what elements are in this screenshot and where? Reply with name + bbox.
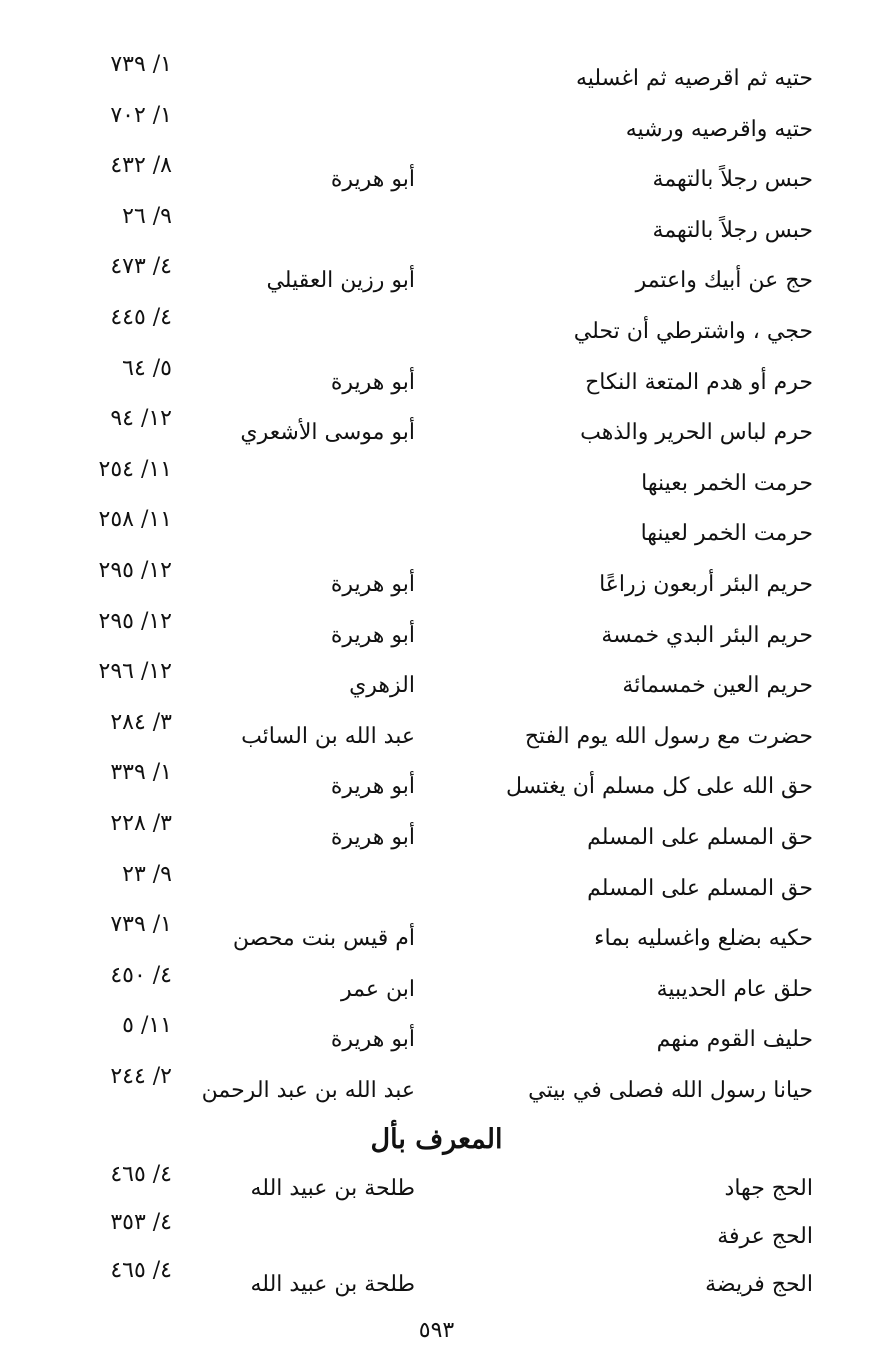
hadith-text: حبس رجلاً بالتهمة <box>652 217 813 243</box>
volume-page-reference: ٤/ ٤٥٠ <box>110 962 172 988</box>
hadith-text: حرم لباس الحرير والذهب <box>580 420 813 446</box>
hadith-text: حرمت الخمر لعينها <box>640 521 813 547</box>
hadith-text: حج عن أبيك واعتمر <box>635 268 813 294</box>
volume-page-reference: ٤/ ٤٦٥ <box>110 1258 172 1283</box>
index-entry-row <box>0 1064 873 1122</box>
volume-page-reference: ٨/ ٤٣٢ <box>110 153 172 179</box>
hadith-text: حيانا رسول الله فصلى في بيتي <box>528 1078 813 1103</box>
volume-page-reference: ٢/ ٢٤٤ <box>110 1064 172 1089</box>
page-number: ٥٩٣ <box>418 1318 455 1343</box>
hadith-text: حتيه واقرصيه ورشيه <box>625 116 813 142</box>
index-entry-row <box>0 1258 873 1316</box>
volume-page-reference: ٤/ ٣٥٣ <box>110 1210 172 1235</box>
narrator-name: أبو هريرة <box>330 622 415 648</box>
hadith-text: الحج عرفة <box>717 1224 813 1249</box>
narrator-name: أبو هريرة <box>330 369 415 395</box>
hadith-text: حق المسلم على المسلم <box>587 875 813 901</box>
hadith-text: الحج جهاد <box>724 1176 813 1201</box>
volume-page-reference: ٣/ ٢٢٨ <box>110 811 172 836</box>
narrator-name: طلحة بن عبيد الله <box>250 1272 415 1297</box>
volume-page-reference: ٤/ ٤٤٥ <box>110 305 172 330</box>
volume-page-reference: ١١/ ٢٥٨ <box>98 507 172 533</box>
hadith-text: حرمت الخمر بعينها <box>641 470 813 496</box>
narrator-name: أبو هريرة <box>330 572 415 597</box>
hadith-text: حق الله على كل مسلم أن يغتسل <box>506 774 813 800</box>
hadith-text: حتيه ثم اقرصيه ثم اغسليه <box>575 66 813 91</box>
volume-page-reference: ١/ ٧٠٢ <box>110 102 172 128</box>
hadith-text: حلق عام الحديبية <box>656 976 813 1002</box>
volume-page-reference: ١/ ٧٣٩ <box>110 52 172 77</box>
volume-page-reference: ١٢/ ٢٩٥ <box>98 558 172 583</box>
volume-page-reference: ٩/ ٢٣ <box>122 861 172 887</box>
volume-page-reference: ١١/ ٥ <box>122 1013 172 1039</box>
section-heading: المعرف بأل <box>370 1124 503 1155</box>
narrator-name: عبد الله بن السائب <box>241 723 415 749</box>
hadith-text: حليف القوم منهم <box>656 1027 813 1053</box>
narrator-name: أبو موسى الأشعري <box>240 420 415 446</box>
volume-page-reference: ١/ ٣٣٩ <box>110 760 172 786</box>
narrator-name: طلحة بن عبيد الله <box>250 1176 415 1201</box>
volume-page-reference: ٣/ ٢٨٤ <box>110 709 172 735</box>
hadith-text: الحج فريضة <box>705 1272 813 1297</box>
narrator-name: الزهري <box>349 673 415 699</box>
hadith-text: حكيه بضلع واغسليه بماء <box>594 926 813 952</box>
hadith-text: حريم البئر أربعون زراعًا <box>599 572 813 597</box>
hadith-text: حريم العين خمسمائة <box>622 673 813 699</box>
hadith-text: حضرت مع رسول الله يوم الفتح <box>524 723 813 749</box>
narrator-name: أبو هريرة <box>330 1027 415 1053</box>
narrator-name: أبو هريرة <box>330 825 415 850</box>
volume-page-reference: ٤/ ٤٧٣ <box>110 254 172 280</box>
volume-page-reference: ١١/ ٢٥٤ <box>98 456 172 482</box>
hadith-text: حرم أو هدم المتعة النكاح <box>585 369 813 395</box>
narrator-name: أبو هريرة <box>330 774 415 800</box>
volume-page-reference: ١٢/ ٢٩٥ <box>98 608 172 634</box>
volume-page-reference: ١٢/ ٢٩٦ <box>98 659 172 685</box>
hadith-text: حق المسلم على المسلم <box>587 825 813 850</box>
volume-page-reference: ٥/ ٦٤ <box>122 355 172 381</box>
narrator-name: أبو هريرة <box>330 167 415 193</box>
volume-page-reference: ٤/ ٤٦٥ <box>110 1162 172 1187</box>
hadith-text: حبس رجلاً بالتهمة <box>652 167 813 193</box>
narrator-name: ابن عمر <box>341 976 415 1002</box>
volume-page-reference: ٩/ ٢٦ <box>122 203 172 229</box>
narrator-name: أبو رزين العقيلي <box>266 268 415 294</box>
hadith-text: حريم البئر البدي خمسة <box>601 622 813 648</box>
volume-page-reference: ١٢/ ٩٤ <box>110 406 172 432</box>
hadith-text: حجي ، واشترطي أن تحلي <box>573 319 813 344</box>
narrator-name: أم قيس بنت محصن <box>232 926 415 952</box>
narrator-name: عبد الله بن عبد الرحمن <box>201 1078 415 1103</box>
volume-page-reference: ١/ ٧٣٩ <box>110 912 172 938</box>
